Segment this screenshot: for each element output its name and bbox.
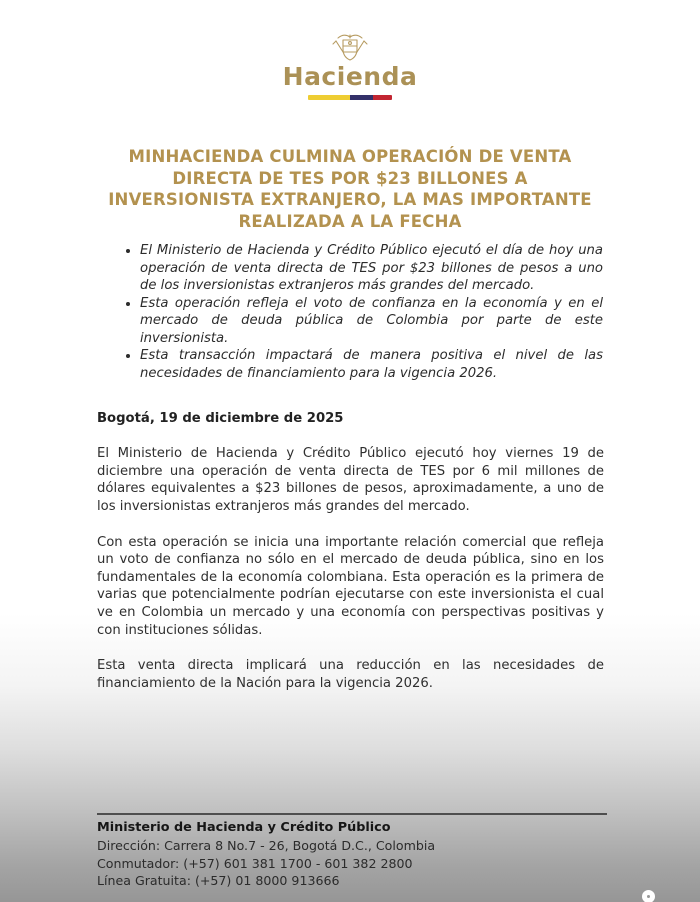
press-release-title: MINHACIENDA CULMINA OPERACIÓN DE VENTA DIRECTA DE TES POR $23 BILLONES A INVERSIONISTA EXTRANJERO, LA MAS IMPORTANTE REALIZADA A LA FECHA xyxy=(108,147,592,231)
summary-bullet: • Esta operación refleja el voto de confianza en la economía y en el mercado de deuda pública de Colombia por parte de este inversionista. xyxy=(140,295,603,348)
footer-address: Dirección: Carrera 8 No.7 - 26, Bogotá D.C., Colombia xyxy=(97,837,436,853)
flag-red-band xyxy=(373,95,392,100)
summary-bullet: • El Ministerio de Hacienda y Crédito Público ejecutó el día de hoy una operación de venta directa de TES por $23 billones de pesos a uno de los inversionistas extranjeros más grandes del mercado. xyxy=(140,242,603,295)
cropped-circle-badge-icon xyxy=(642,890,655,902)
body-paragraph: Esta venta directa implicará una reducción en las necesidades de financiamiento de la Nación para la vigencia 2026. xyxy=(97,658,604,691)
hacienda-wordmark: Hacienda xyxy=(282,62,418,91)
colombia-flag-stripe xyxy=(308,95,392,100)
dateline: Bogotá, 19 de diciembre de 2025 xyxy=(97,411,344,427)
summary-bullet: • Esta transacción impactará de manera positiva el nivel de las necesidades de financiamiento para la vigencia 2026. xyxy=(140,347,603,382)
contact-footer xyxy=(97,813,607,890)
footer-switchboard: Conmutador: (+57) 601 381 1700 - 601 382 2800 xyxy=(97,855,413,871)
body-copy xyxy=(0,445,700,692)
body-paragraph: Con esta operación se inicia una importante relación comercial que refleja un voto de confianza no sólo en el mercado de deuda pública, sino en los fundamentales de la economía colombiana. Esta operación es la primera de varias que potencialmente podrían ejecutarse con este inversionista el cual ve en Colombia un mercado y una economía con perspectivas positivas y con instituciones sólidas. xyxy=(97,534,604,638)
footer-divider xyxy=(97,813,607,815)
footer-toll-free: Línea Gratuita: (+57) 01 8000 913666 xyxy=(97,873,340,889)
flag-yellow-band xyxy=(308,95,350,100)
colombia-coat-of-arms-icon xyxy=(0,32,700,62)
summary-bullet-list xyxy=(120,242,603,382)
footer-org-name: Ministerio de Hacienda y Crédito Público xyxy=(97,820,391,835)
body-paragraph: El Ministerio de Hacienda y Crédito Público ejecutó hoy viernes 19 de diciembre una operación de venta directa de TES por 6 mil millones de dólares equivalentes a $23 billones de pesos, aproximadamente, a uno de los inversionistas extranjeros más grandes del mercado. xyxy=(97,446,604,515)
flag-blue-band xyxy=(350,95,373,100)
ministry-brand-header xyxy=(0,0,700,100)
